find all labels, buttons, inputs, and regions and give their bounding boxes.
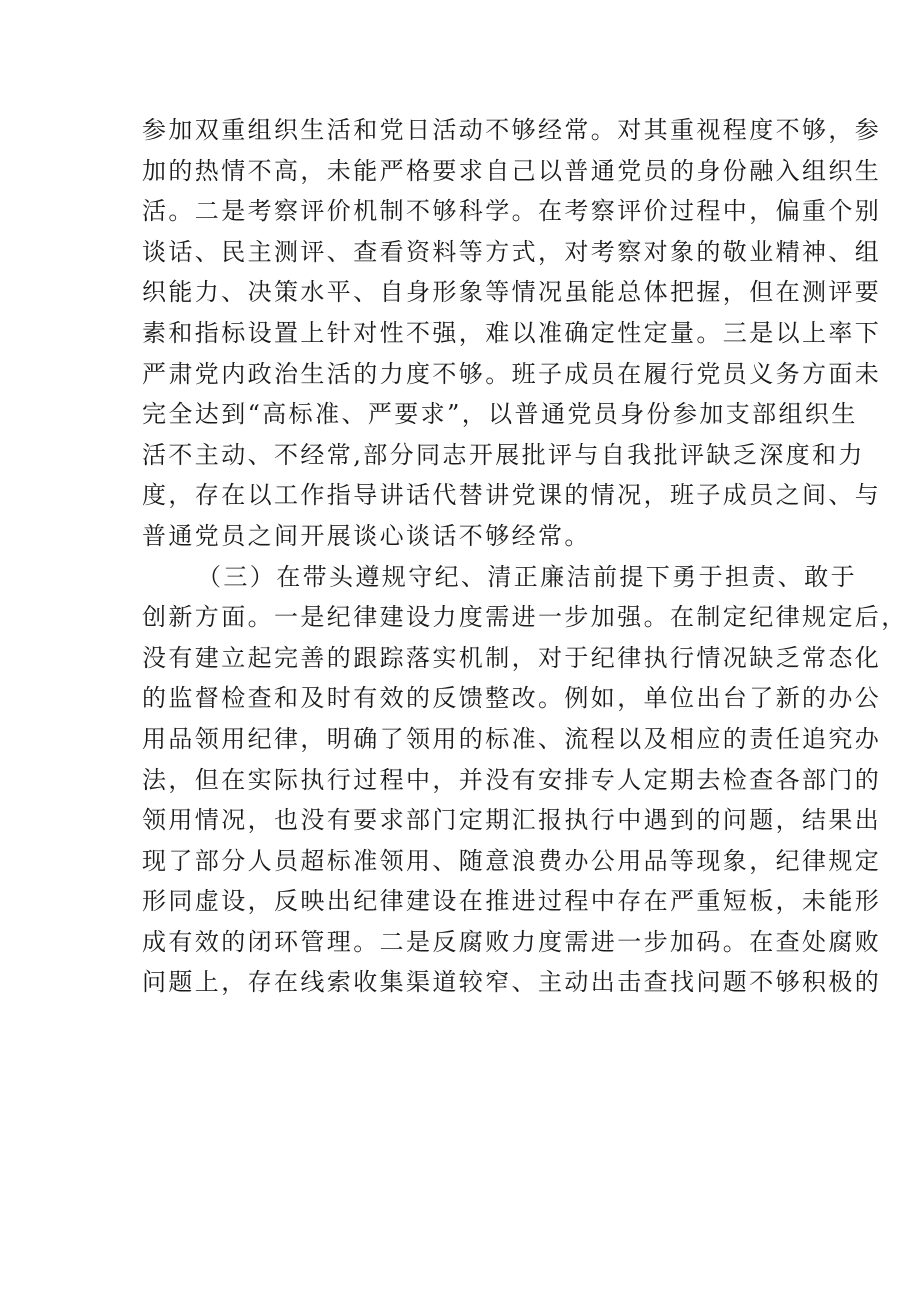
text-line: 活不主动、不经常,部分同志开展批评与自我批评缺乏深度和力 bbox=[142, 440, 865, 469]
text-line: 度，存在以工作指导讲话代替讲党课的情况，班子成员之间、与 bbox=[142, 481, 882, 510]
text-line: 用品领用纪律，明确了领用的标准、流程以及相应的责任追究办 bbox=[142, 724, 882, 753]
document-body bbox=[142, 110, 908, 1003]
text-line: 织能力、决策水平、自身形象等情况虽能总体把握，但在测评要 bbox=[142, 278, 882, 307]
text-line: 完全达到“高标准、严要求”，以普通党员身份参加支部组织生 bbox=[142, 400, 858, 429]
text-line: 法，但在实际执行过程中，并没有安排专人定期去检查各部门的 bbox=[142, 765, 882, 794]
text-line: 创新方面。一是纪律建设力度需进一步加强。在制定纪律规定后， bbox=[142, 603, 908, 632]
text-line: 加的热情不高，未能严格要求自己以普通党员的身份融入组织生 bbox=[142, 156, 882, 185]
text-line: 普通党员之间开展谈心谈话不够经常。 bbox=[142, 521, 591, 550]
text-line: 问题上，存在线索收集渠道较窄、主动出击查找问题不够积极的 bbox=[142, 968, 882, 997]
text-line: 素和指标设置上针对性不强，难以准确定性定量。三是以上率下 bbox=[142, 318, 882, 347]
section-heading-line: （三）在带头遵规守纪、清正廉洁前提下勇于担责、敢于 bbox=[197, 562, 857, 591]
text-line: 没有建立起完善的跟踪落实机制，对于纪律执行情况缺乏常态化 bbox=[142, 643, 882, 672]
text-line: 活。二是考察评价机制不够科学。在考察评价过程中，偏重个别 bbox=[142, 197, 882, 226]
text-line: 成有效的闭环管理。二是反腐败力度需进一步加码。在查处腐败 bbox=[142, 927, 882, 956]
text-line: 现了部分人员超标准领用、随意浪费办公用品等现象，纪律规定 bbox=[142, 846, 882, 875]
text-line: 形同虚设，反映出纪律建设在推进过程中存在严重短板，未能形 bbox=[142, 887, 882, 916]
text-line: 参加双重组织生活和党日活动不够经常。对其重视程度不够，参 bbox=[142, 116, 882, 144]
text-line: 严肃党内政治生活的力度不够。班子成员在履行党员义务方面未 bbox=[142, 359, 882, 388]
text-line: 谈话、民主测评、查看资料等方式，对考察对象的敬业精神、组 bbox=[142, 237, 882, 266]
text-line: 的监督检查和及时有效的反馈整改。例如，单位出台了新的办公 bbox=[142, 684, 882, 713]
text-line: 领用情况，也没有要求部门定期汇报执行中遇到的问题，结果出 bbox=[142, 806, 882, 835]
